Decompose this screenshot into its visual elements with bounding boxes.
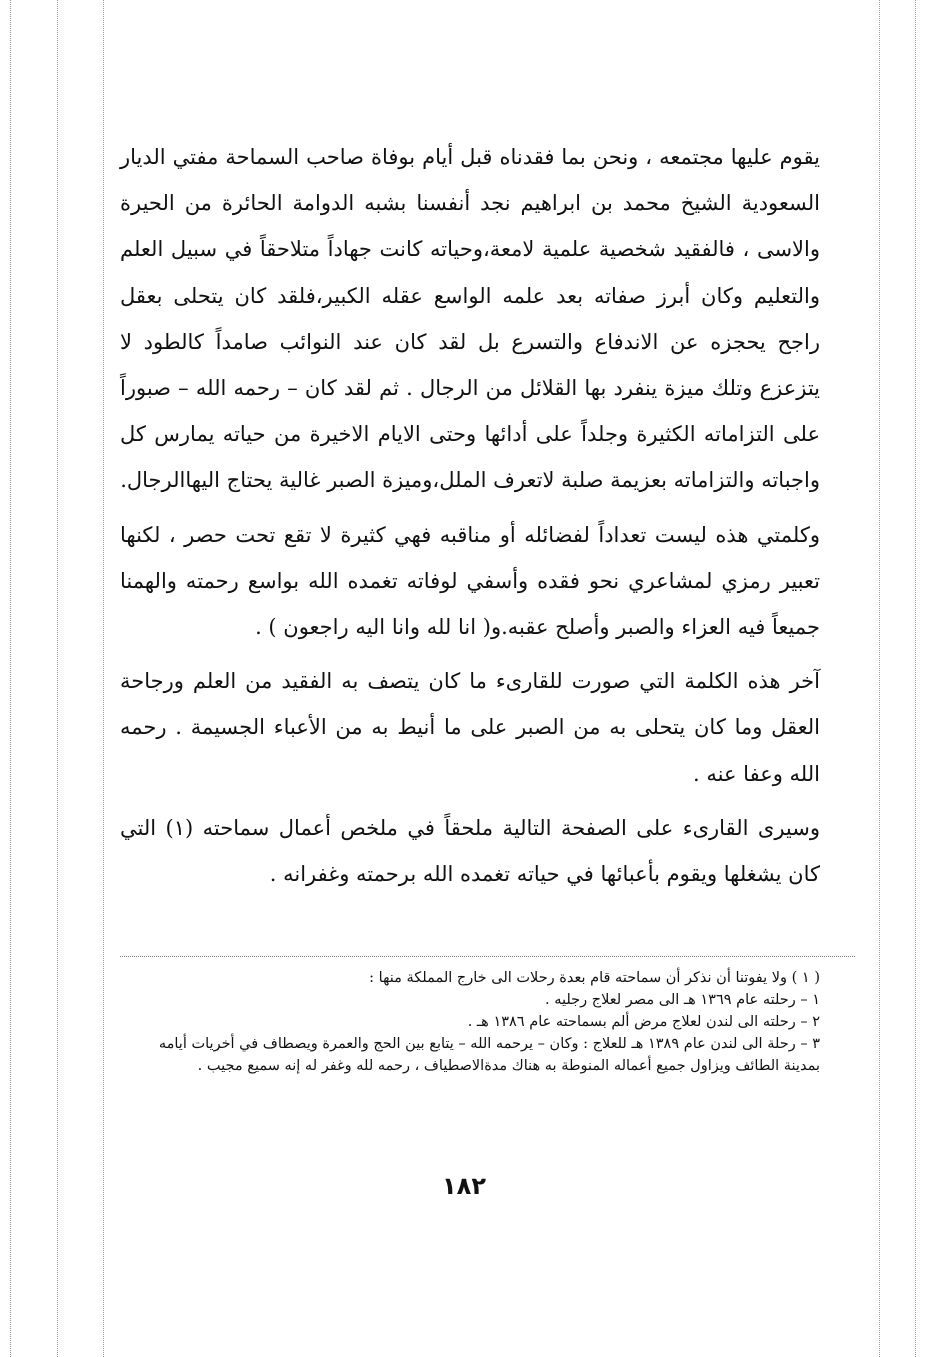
paragraph-1: يقوم عليها مجتمعه ، ونحن بما فقدناه قبل أيام بوفاة صاحب السماحة مفتي الديار السعودية الشيخ محمد بن ابراهيم نجد أنفسنا بشبه الدوامة الحائرة من الحيرة والاسى ، فالفقيد شخصية علمية لامعة،وحياته كانت جهاداً متلاحقاً في سبيل العلم والتعليم وكان أبرز صفاته بعد علمه الواسع عقله الكبير،فلقد كان يتحلى بعقل راجح يحجزه عن الاندفاع والتسرع بل لقد كان عند النوائب صامداً كالطود لا يتزعزع وتلك ميزة ينفرد بها القلائل من الرجال . ثم لقد كان – رحمه الله – صبوراً على التزاماته الكثيرة وجلداً على أدائها وحتى الايام الاخيرة من حياته يمارس كل واجباته والتزاماته بعزيمة صلبة لاتعرف الملل،وميزة الصبر غالية يحتاج اليهاالرجال. — [120, 145, 820, 493]
footnote-separator — [120, 956, 855, 957]
footnotes — [120, 967, 820, 1077]
page-number: ١٨٢ — [442, 1172, 486, 1200]
scan-guide-line — [915, 0, 916, 1357]
scan-guide-line — [57, 0, 58, 1357]
scan-guide-line — [879, 0, 880, 1357]
footnote-item-3: ٣ – رحلة الى لندن عام ١٣٨٩ هـ للعلاج : وكان – يرحمه الله – يتابع بين الحج والعمرة ويصطاف في أخريات أيامه بمدينة الطائف ويزاول جميع أعماله المنوطة به هناك مدةالاصطياف ، رحمه لله وغفر له إنه سميع مجيب . — [158, 1036, 820, 1074]
scan-guide-line — [10, 0, 11, 1357]
paragraph-4: وسيرى القارىء على الصفحة التالية ملحقاً في ملخص أعمال سماحته (١) التي كان يشغلها ويقوم بأعبائها في حياته تغمده الله برحمته وغفرانه . — [120, 815, 820, 887]
footnote-intro: ( ١ ) ولا يفوتنا أن نذكر أن سماحته قام بعدة رحلات الى خارج المملكة منها : — [369, 970, 820, 986]
main-text — [120, 134, 820, 897]
scan-guide-line — [103, 0, 104, 1357]
paragraph-3: آخر هذه الكلمة التي صورت للقارىء ما كان يتصف به الفقيد من العلم ورجاحة العقل وما كان يتحلى به من الصبر على ما أنيط به من الأعباء الجسيمة . رحمه الله وعفا عنه . — [120, 669, 820, 786]
footnote-item-2: ٢ – رحلته الى لندن لعلاج مرض ألم بسماحته عام ١٣٨٦ هـ . — [467, 1014, 820, 1030]
footnote-item-1: ١ – رحلته عام ١٣٦٩ هـ الى مصر لعلاج رجليه . — [545, 992, 820, 1008]
paragraph-2: وكلمتي هذه ليست تعداداً لفضائله أو مناقبه فهي كثيرة لا تقع تحت حصر ، لكنها تعبير رمزي لمشاعري نحو فقده وأسفي لوفاته تغمده الله بواسع رحمته والهمنا جميعاً فيه العزاء والصبر وأصلح عقبه.و( انا لله وانا اليه راجعون ) . — [120, 522, 820, 640]
